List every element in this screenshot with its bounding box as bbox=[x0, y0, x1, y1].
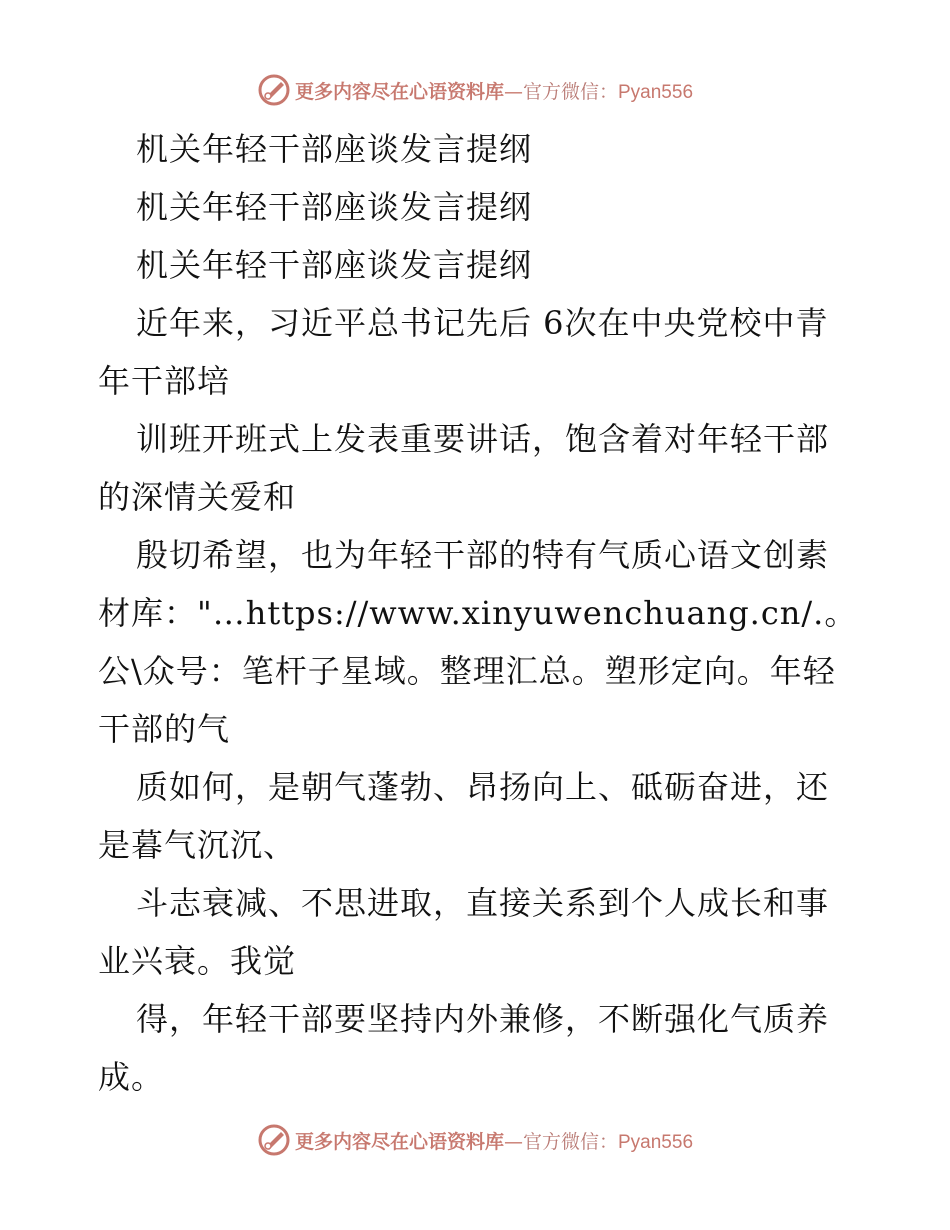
title-line: 机关年轻干部座谈发言提纲 bbox=[136, 188, 533, 226]
body-paragraph: 殷切希望，也为年轻干部的特有气质心语文创素材库："…https://www.xinyuwenchuang.cn/.。公\众号：笔杆子星域。整理汇总。塑形定向。年轻干部的气 bbox=[98, 536, 858, 748]
body-paragraph: 得，年轻干部要坚持内外兼修，不断强化气质养成。 bbox=[98, 1000, 830, 1096]
body-paragraph: 近年来，习近平总书记先后 6次在中央党校中青年干部培 bbox=[98, 304, 829, 400]
banner-contact-label: 官方微信： bbox=[522, 1130, 618, 1153]
document-body bbox=[98, 120, 858, 1106]
title-line: 机关年轻干部座谈发言提纲 bbox=[136, 246, 533, 284]
footer-watermark-banner bbox=[0, 1120, 950, 1160]
body-paragraph: 质如何，是朝气蓬勃、昂扬向上、砥砺奋进，还是暮气沉沉、 bbox=[98, 768, 830, 864]
body-paragraph: 斗志衰减、不思进取，直接关系到个人成长和事业兴衰。我觉 bbox=[98, 884, 830, 980]
brand-logo-icon bbox=[257, 1123, 291, 1157]
banner-contact-id: Pyan556 bbox=[618, 81, 694, 103]
banner-dash: — bbox=[503, 80, 523, 103]
brand-logo-icon bbox=[257, 73, 291, 107]
banner-dash: — bbox=[503, 1130, 523, 1153]
title-line: 机关年轻干部座谈发言提纲 bbox=[136, 130, 533, 168]
banner-contact-label: 官方微信： bbox=[522, 80, 618, 103]
header-watermark-banner bbox=[0, 70, 950, 110]
banner-site-text: 更多内容尽在心语资料库 bbox=[294, 80, 504, 103]
banner-contact-id: Pyan556 bbox=[618, 1131, 694, 1153]
body-paragraph: 训班开班式上发表重要讲话，饱含着对年轻干部的深情关爱和 bbox=[98, 420, 830, 516]
banner-site-text: 更多内容尽在心语资料库 bbox=[294, 1130, 504, 1153]
